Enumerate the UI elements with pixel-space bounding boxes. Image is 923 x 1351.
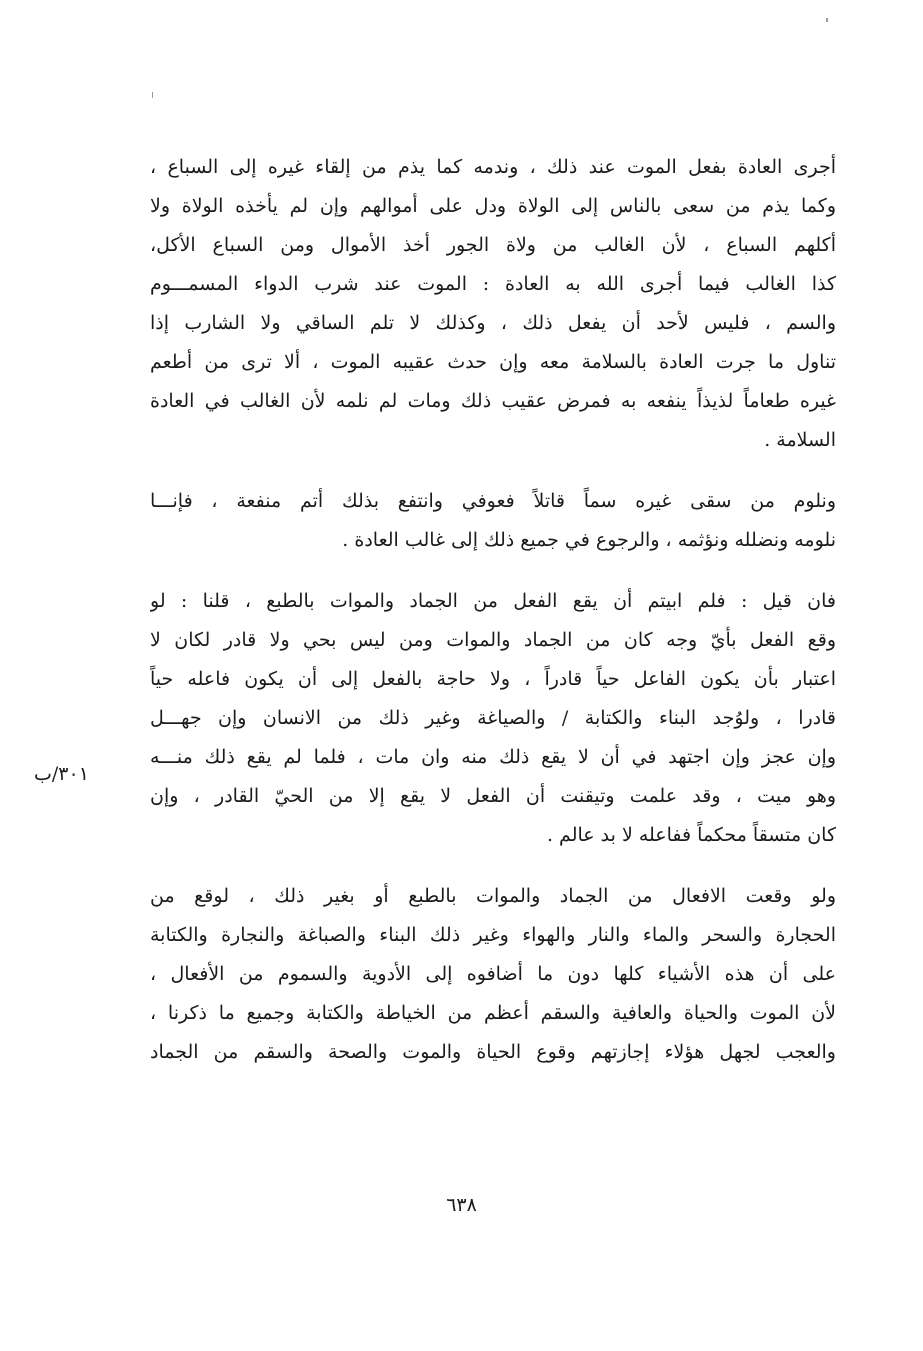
paragraph-3 xyxy=(150,582,836,855)
text-line: أكلهم السباع ، لأن الغالب من ولاة الجور أخذ الأموال ومن السباع الأكل، xyxy=(150,234,836,256)
text-line: السلامة . xyxy=(764,429,836,451)
text-line: غيره طعاماً لذيذاً ينفعه به فمرض عقيب ذلك ومات لم نلمه لأن الغالب في العادة xyxy=(150,390,836,412)
text-line: وهو ميت ، وقد علمت وتيقنت أن الفعل لا يقع إلا من الحيّ القادر ، وإن xyxy=(150,785,836,807)
text-line: فان قيل : فلم ابيتم أن يقع الفعل من الجماد والموات بالطبع ، قلنا : لو xyxy=(150,590,836,612)
scan-speck xyxy=(826,18,828,22)
text-line: أجرى العادة بفعل الموت عند ذلك ، وندمه كما يذم من إلقاء غيره إلى السباع ، xyxy=(150,156,836,178)
text-line: قادرا ، ولوُجد البناء والكتابة / والصياغة وغير ذلك من الانسان وإن جهـــل xyxy=(150,707,836,729)
text-line: كذا الغالب فيما أجرى الله به العادة : الموت عند شرب الدواء المسمـــوم xyxy=(150,273,836,295)
text-line: على أن هذه الأشياء كلها دون ما أضافوه إلى الأدوية والسموم من الأفعال ، xyxy=(150,963,836,985)
text-line: ونلوم من سقى غيره سماً قاتلاً فعوفي وانتفع بذلك أتم منفعة ، فإنـــا xyxy=(150,490,836,512)
text-line: تناول ما جرت العادة بالسلامة معه وإن حدث عقيبه الموت ، ألا ترى من أطعم xyxy=(150,351,836,373)
paragraph-2 xyxy=(150,482,836,560)
page-number: ٦٣٨ xyxy=(446,1194,477,1216)
text-line: ولو وقعت الافعال من الجماد والموات بالطبع أو بغير ذلك ، لوقع من xyxy=(150,885,836,907)
paragraph-1 xyxy=(150,148,836,460)
paragraph-4 xyxy=(150,877,836,1072)
text-line: نلومه ونضلله ونؤثمه ، والرجوع في جميع ذلك إلى غالب العادة . xyxy=(342,529,836,551)
text-line: والسم ، فليس لأحد أن يفعل ذلك ، وكذلك لا تلم الساقي ولا الشارب إذا xyxy=(150,312,836,334)
body-text xyxy=(150,148,836,1072)
text-line: الحجارة والسحر والماء والنار والهواء وغير ذلك البناء والصباغة والنجارة والكتابة xyxy=(150,924,836,946)
text-line: لأن الموت والحياة والعافية والسقم أعظم من الخياطة والكتابة وجميع ما ذكرنا ، xyxy=(150,1002,836,1024)
text-line: كان متسقاً محكماً ففاعله لا بد عالم . xyxy=(546,824,836,846)
text-line: والعجب لجهل هؤلاء إجازتهم وقوع الحياة والموت والصحة والسقم من الجماد xyxy=(150,1041,836,1063)
text-line: وقع الفعل بأيّ وجه كان من الجماد والموات ومن ليس بحي ولا قادر لكان لا xyxy=(150,629,836,651)
scan-speck xyxy=(152,92,153,98)
margin-folio-note: ٣٠١/ب xyxy=(34,763,89,785)
text-line: اعتبار بأن يكون الفاعل حياً قادراً ، ولا حاجة بالفعل إلى أن يكون فاعله حياً xyxy=(150,668,836,690)
text-line: وكما يذم من سعى بالناس إلى الولاة ودل على أموالهم وإن لم يأخذه الولاة ولا xyxy=(150,195,836,217)
text-line: وإن عجز وإن اجتهد في أن لا يقع ذلك منه وان مات ، فلما لم يقع ذلك منـــه xyxy=(150,746,836,768)
